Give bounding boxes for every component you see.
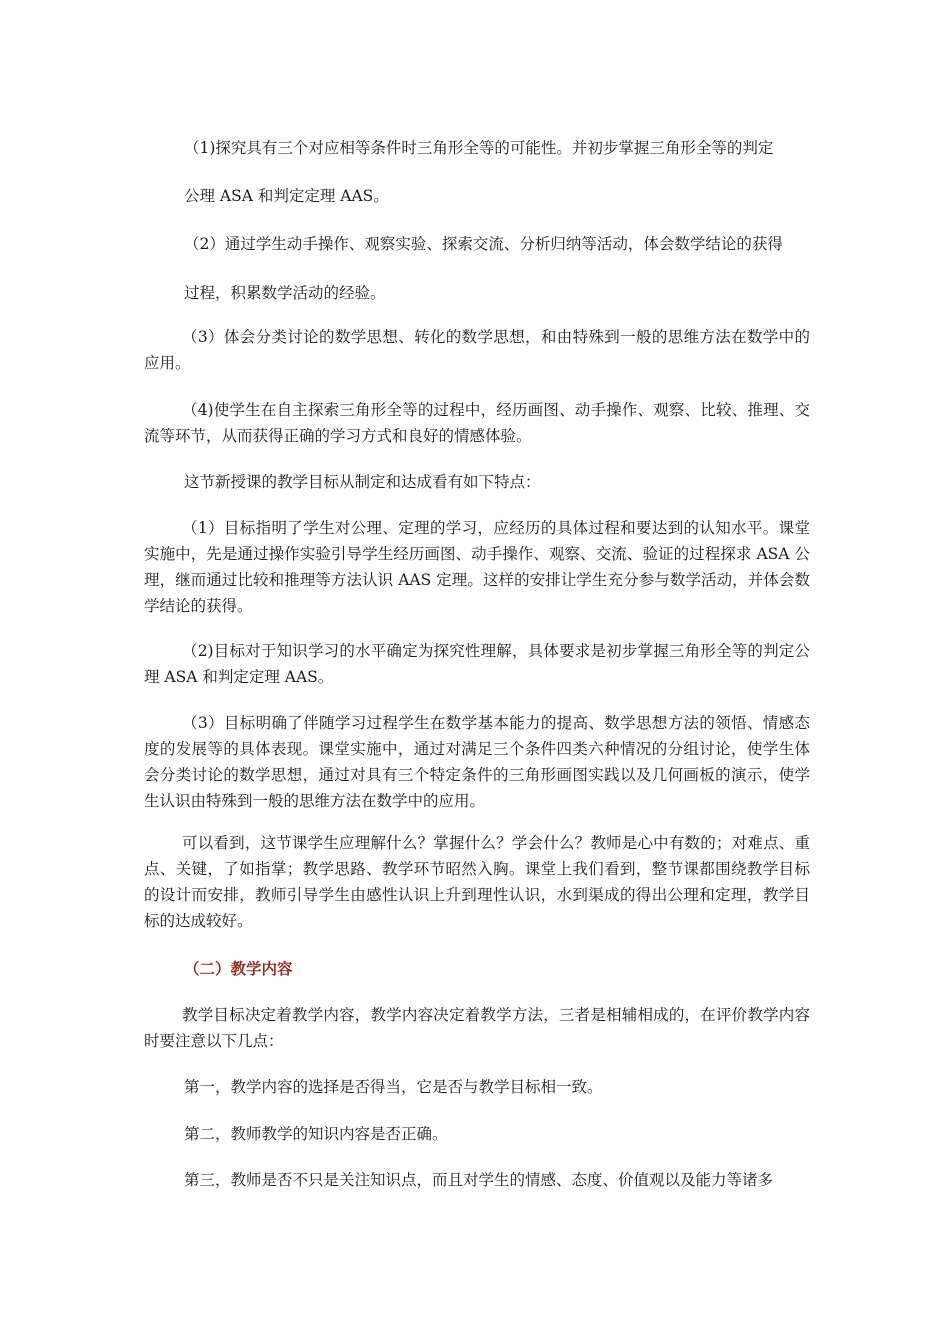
summary-paragraph: 可以看到，这节课学生应理解什么？掌握什么？学会什么？教师是心中有数的；对难点、重点、关键，了如指掌；教学思路、教学环节昭然入胸。课堂上我们看到，整节课都围绕教学目标的设计而安排，教师引导学生由感性认识上升到理性认识，水到渠成的得出公理和定理，教学目标的达成较好。 (144, 834, 810, 930)
goal-1-line-1: （1)探究具有三个对应相等条件时三角形全等的可能性。并初步掌握三角形全等的判定 (184, 139, 774, 157)
features-intro: 这节新授课的教学目标从制定和达成看有如下特点： (184, 473, 541, 491)
point-3: 第三，教师是否不只是关注知识点，而且对学生的情感、态度、价值观以及能力等诸多 (184, 1171, 774, 1189)
feature-2-paragraph: （2)目标对于知识学习的水平确定为探究性理解，具体要求是初步掌握三角形全等的判定公理 ASA 和判定定理 AAS。 (144, 642, 810, 686)
section-intro-paragraph: 教学目标决定着教学内容，教学内容决定着教学方法，三者是相辅相成的，在评价教学内容时要注意以下几点： (144, 1006, 810, 1050)
section-heading: （二）教学内容 (184, 960, 293, 978)
goal-4-paragraph: （4)使学生在自主探索三角形全等的过程中，经历画图、动手操作、观察、比较、推理、交流等环节，从而获得正确的学习方式和良好的情感体验。 (144, 401, 810, 445)
point-1: 第一，教学内容的选择是否得当，它是否与教学目标相一致。 (184, 1078, 603, 1096)
goal-3-paragraph: （3）体会分类讨论的数学思想、转化的数学思想，和由特殊到一般的思维方法在数学中的应用。 (144, 328, 810, 372)
goal-2-line-2: 过程，积累数学活动的经验。 (184, 284, 386, 302)
feature-3-paragraph: （3）目标明确了伴随学习过程学生在数学基本能力的提高、数学思想方法的领悟、情感态度的发展等的具体表现。课堂实施中，通过对满足三个条件四类六种情况的分组讨论，使学生体会分类讨论的数学思想，通过对具有三个特定条件的三角形画图实践以及几何画板的演示，使学生认识由特殊到一般的思维方法在数学中的应用。 (144, 714, 810, 810)
goal-2-line-1: （2）通过学生动手操作、观察实验、探索交流、分析归纳等活动，体会数学结论的获得 (184, 235, 783, 253)
feature-1-paragraph: （1）目标指明了学生对公理、定理的学习，应经历的具体过程和要达到的认知水平。课堂实施中，先是通过操作实验引导学生经历画图、动手操作、观察、交流、验证的过程探求 ASA 公理，继而通过比较和推理等方法认识 AAS 定理。这样的安排让学生充分参与数学活动，并体会数学结论的获得。 (144, 519, 810, 615)
goal-1-line-2: 公理 ASA 和判定定理 AAS。 (184, 187, 389, 205)
point-2: 第二，教师教学的知识内容是否正确。 (184, 1125, 448, 1143)
